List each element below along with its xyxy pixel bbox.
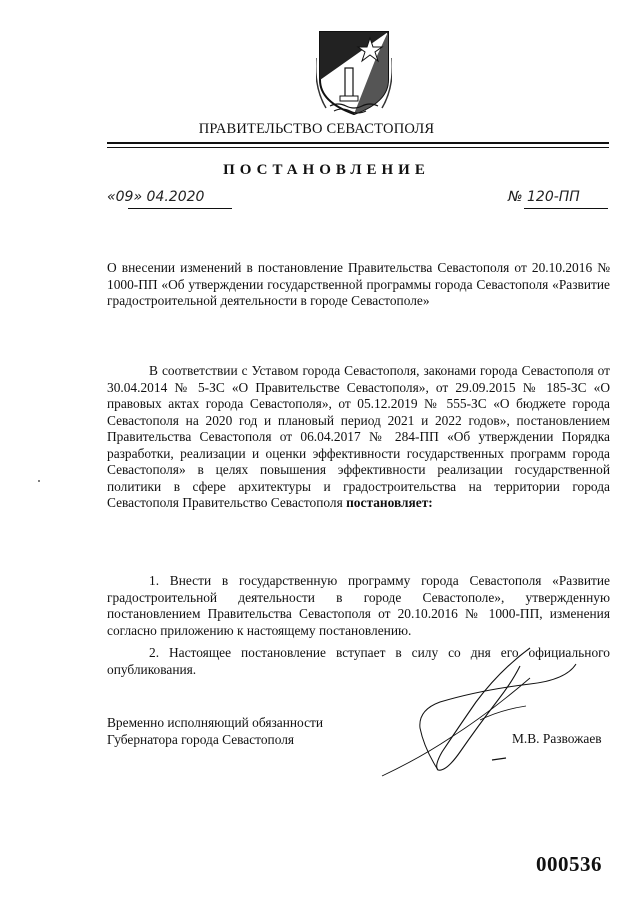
serial-number: 000536 — [536, 852, 602, 876]
decree-word: постановляет: — [346, 495, 433, 510]
preamble — [107, 363, 610, 512]
decree-item-1: 1. Внести в государственную программу города Севастополя «Развитие градостроительной деятельности в городе Севастополе», утвержденную постановлением Правительства Севастополя от 20.10.2016 № 1000-ПП, изменения согласно приложению к настоящему постановлению. — [107, 573, 610, 638]
preamble-text: В соответствии с Уставом города Севастополя, законами города Севастополя от 30.04.2014 № 5-ЗС «О Правительстве Севастополя», от 29.09.2015 № 185-ЗС «О правовых актах города Севастополя», от 05.12.2019 № 555-ЗС «О бюджете города Севастополя на 2020 год и плановый период 2021 и 2022 годов», постановлением Правительства Севастополя от 06.04.2017 № 284-ПП «Об утверждении Порядка разработки, реализации и оценки эффективности государственных программ города Севастополя» в целях повышения эффективности реализации государственной политики в сфере архитектуры и градостроительства на территории города Севастополя Правительство Севастополя — [107, 363, 610, 510]
signature-icon — [380, 640, 590, 780]
organization-name: ПРАВИТЕЛЬСТВО СЕВАСТОПОЛЯ — [198, 121, 435, 137]
document-type: ПОСТАНОВЛЕНИЕ — [223, 162, 430, 178]
header-rule-thin — [107, 147, 609, 148]
decree-item-2: 2. Настоящее постановление вступает в силу со дня его официального опубликования. — [107, 645, 610, 677]
decree-number: № 120-ПП — [508, 189, 580, 205]
signatory-role-line2: Губернатора города Севастополя — [107, 732, 295, 747]
date-underline — [128, 208, 232, 209]
number-underline — [524, 208, 608, 209]
header-rule-thick — [107, 142, 609, 144]
signatory-role-line1: Временно исполняющий обязанности — [107, 715, 324, 730]
coat-of-arms-icon — [316, 28, 392, 116]
signatory-name: М.В. Развожаев — [512, 731, 602, 746]
signatory-role — [107, 714, 323, 748]
scan-speck — [38, 480, 40, 482]
decree-title: О внесении изменений в постановление Правительства Севастополя от 20.10.2016 № 1000-ПП «Об утверждении государственной программы города Севастополя «Развитие градостроительной деятельности в городе Севастополе» — [107, 260, 610, 308]
decree-date: «09» 04.2020 — [107, 189, 205, 205]
